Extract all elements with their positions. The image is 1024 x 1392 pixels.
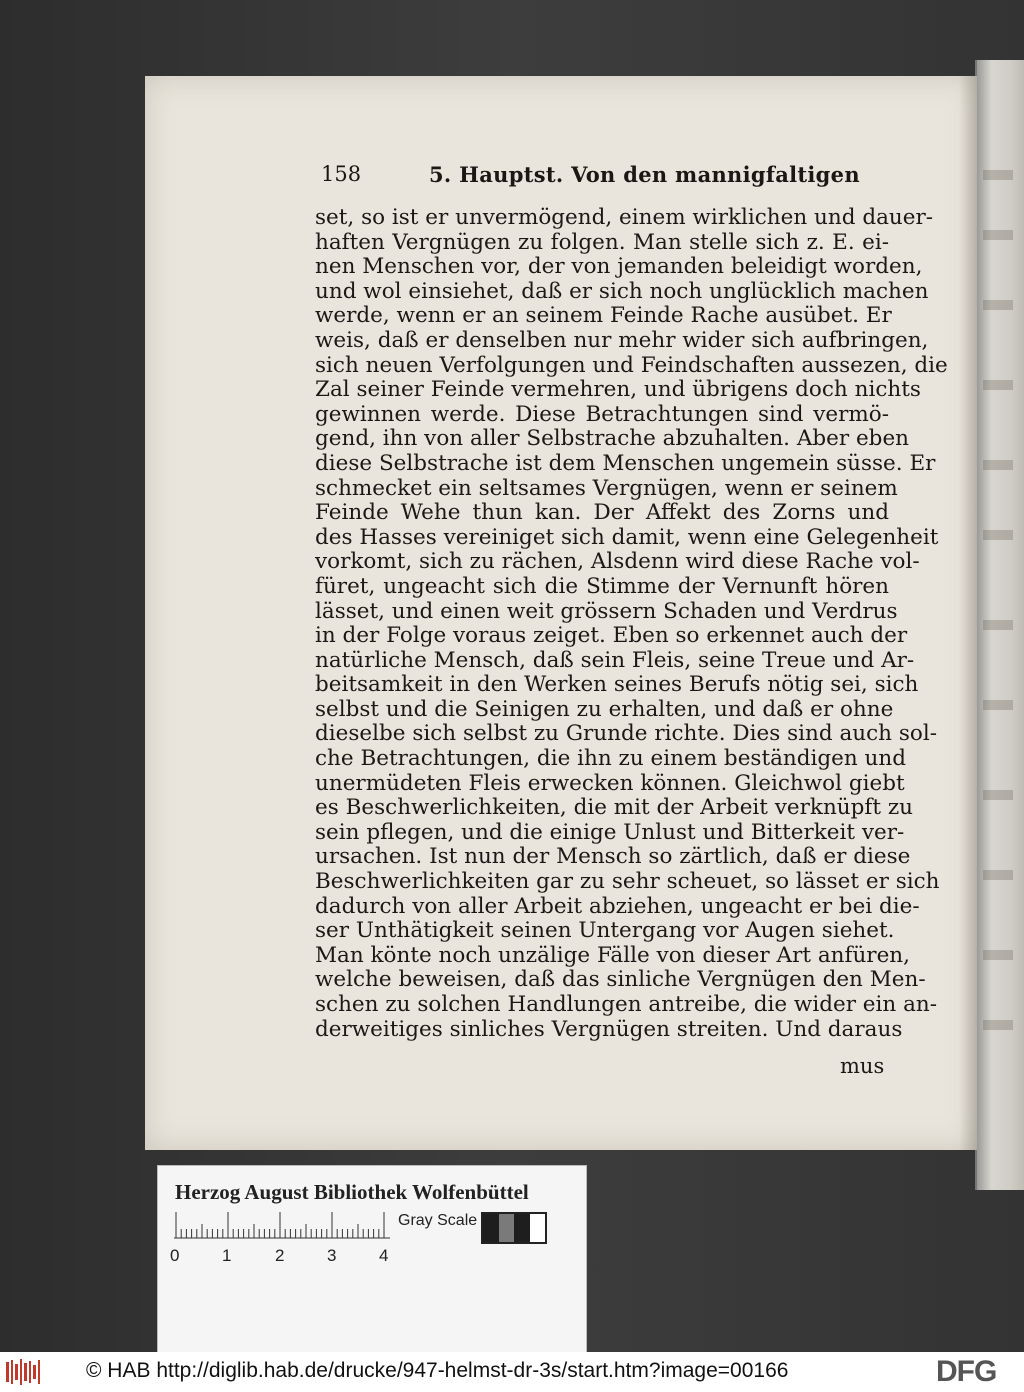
ruler-number: 1 — [222, 1246, 232, 1265]
text-line: set, so ist er unvermögend, einem wirklichen und dauer- — [315, 205, 934, 230]
page-number: 158 — [321, 162, 362, 186]
ruler-scale — [174, 1211, 390, 1239]
text-line: unermüdeten Fleis erwecken können. Gleichwol giebt — [315, 770, 905, 796]
text-line: Feinde Wehe thun kan. Der Affekt des Zorns und — [315, 500, 889, 526]
body-text — [315, 205, 948, 1042]
text-line: und wol einsiehet, daß er sich noch unglücklich machen — [315, 278, 929, 304]
ruler-numbers — [170, 1246, 400, 1266]
text-line: sich neuen Verfolgungen und Feindschaften aussezen, die — [315, 352, 948, 378]
text-line: des Hasses vereiniget sich damit, wenn eine Gelegenheit — [315, 524, 939, 550]
text-line: Man könte noch unzälige Fälle von dieser Art anfüren, — [315, 942, 910, 968]
ruler-number: 4 — [379, 1246, 389, 1265]
library-name: Herzog August Bibliothek Wolfenbüttel — [175, 1180, 529, 1204]
running-title: 5. Hauptst. Von den mannigfaltigen — [429, 162, 860, 187]
text-line: diese Selbstrache ist dem Menschen ungemein süsse. Er — [315, 450, 936, 476]
copyright-link[interactable]: © HAB http://diglib.hab.de/drucke/947-helmst-dr-3s/start.htm?image=00166 — [86, 1359, 789, 1382]
text-line: ser Unthätigkeit seinen Untergang vor Augen siehet. — [315, 918, 895, 944]
text-line: Zal seiner Feinde vermehren, und übrigens doch nichts — [315, 377, 921, 403]
text-line: in der Folge voraus zeiget. Eben so erkennet auch der — [315, 623, 908, 649]
ruler-number: 0 — [170, 1246, 180, 1265]
text-line: vorkomt, sich zu rächen, Alsdenn wird diese Rache vol- — [315, 549, 920, 575]
text-line: dadurch von aller Arbeit abziehen, ungeacht er bei die- — [315, 893, 920, 919]
text-line: beitsamkeit in den Werken seines Berufs nötig sei, sich — [315, 672, 919, 698]
text-line: che Betrachtungen, die ihn zu einem beständigen und — [315, 746, 907, 772]
text-line: schen zu solchen Handlungen antreibe, die wider ein an- — [315, 992, 938, 1017]
text-line: haften Vergnügen zu folgen. Man stelle sich z. E. ei- — [315, 229, 889, 255]
library-color-card — [157, 1165, 587, 1353]
text-line: es Beschwerlichkeiten, die mit der Arbeit verknüpft zu — [315, 795, 914, 821]
text-line: gewinnen werde. Diese Betrachtungen sind vermö- — [315, 401, 889, 427]
text-line: dieselbe sich selbst zu Grunde richte. Dies sind auch sol- — [315, 721, 937, 747]
text-line: derweitiges sinliches Vergnügen streiten. Und daraus — [315, 1016, 903, 1042]
text-line: ursachen. Ist nun der Mensch so zärtlich, daß er diese — [315, 844, 911, 870]
catchword: mus — [840, 1054, 885, 1078]
gray-swatch — [514, 1214, 530, 1242]
text-line: nen Menschen vor, der von jemanden beleidigt worden, — [315, 254, 923, 280]
text-line: füret, ungeacht sich die Stimme der Vernunft hören — [315, 573, 889, 599]
text-line: schmecket ein seltsames Vergnügen, wenn er seinem — [315, 475, 898, 501]
gray-swatch — [483, 1214, 499, 1242]
text-line: selbst und die Seinigen zu erhalten, und daß er ohne — [315, 696, 894, 722]
text-line: sein pflegen, und die einige Unlust und Bitterkeit ver- — [315, 819, 905, 845]
gray-scale-label: Gray Scale — [398, 1212, 478, 1229]
page-header — [321, 162, 961, 192]
adjacent-page-edge — [975, 60, 1024, 1190]
dfg-logo: DFG — [936, 1355, 997, 1388]
text-line: Beschwerlichkeiten gar zu sehr scheuet, so lässet er sich — [315, 869, 940, 895]
text-line: gend, ihn von aller Selbstrache abzuhalten. Aber eben — [315, 426, 910, 452]
footer-bar — [0, 1352, 1024, 1392]
ruler-number: 2 — [275, 1246, 285, 1265]
ruler-number: 3 — [327, 1246, 337, 1265]
text-line: werde, wenn er an seinem Feinde Rache ausübet. Er — [315, 303, 892, 329]
text-line: lässet, und einen weit grössern Schaden und Verdrus — [315, 598, 898, 624]
text-line: welche beweisen, daß das sinliche Vergnügen den Men- — [315, 967, 926, 993]
text-line: natürliche Mensch, daß sein Fleis, seine Treue und Ar- — [315, 647, 915, 673]
gray-scale-swatches — [481, 1212, 547, 1244]
book-page — [145, 76, 977, 1150]
gray-swatch — [499, 1214, 515, 1242]
barcode-logo-icon — [6, 1358, 44, 1386]
gray-swatch — [530, 1214, 546, 1242]
text-line: weis, daß er denselben nur mehr wider sich aufbringen, — [315, 327, 929, 353]
